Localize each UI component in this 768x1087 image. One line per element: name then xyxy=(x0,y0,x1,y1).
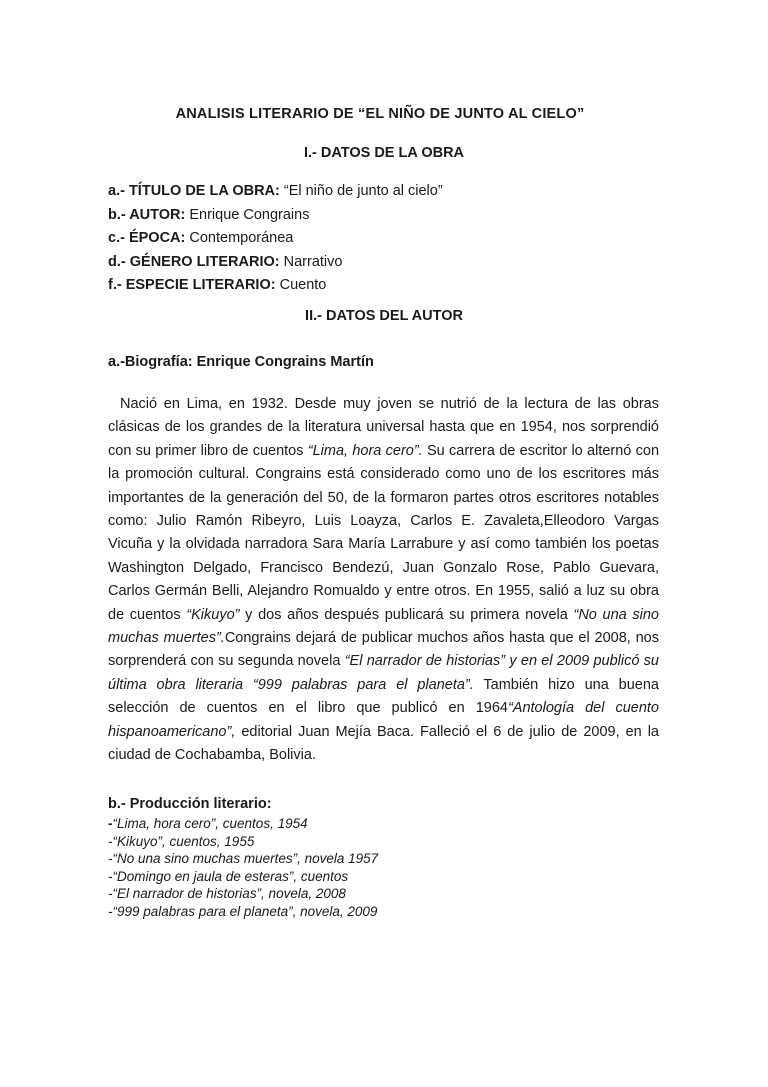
field-autor: b.- AUTOR: Enrique Congrains xyxy=(108,206,310,223)
biography-paragraph: Nació en Lima, en 1932. Desde muy joven se nutrió de la lectura de las obras clásicas de los grandes de la literatura universal hasta que en 1954, nos sorprendió con su primer libro de cuentos “Lima, hora cero”. Su carrera de escritor lo alternó con la promoción cultural. Congrains está considerado como uno de los escritores más importantes de la generación del 50, de la formaron partes otros escritores notables como: Julio Ramón Ribeyro, Luis Loayza, Carlos E. Zavaleta,Elleodoro Vargas Vicuña y la olvidada narradora Sara María Larrabure y así como también los poetas Washington Delgado, Francisco Bendezú, Juan Gonzalo Rose, Pablo Guevara, Carlos Germán Belli, Alejandro Romualdo y entre otros. En 1955, salió a luz su obra de cuentos “Kikuyo” y dos años después publicará su primera novela “No una sino muchas muertes”.Congrains dejará de publicar muchos años hasta que el 2008, nos sorprenderá con su segunda novela “El narrador de historias” y en el 2009 publicó su última obra literaria “999 palabras para el planeta”. También hizo una buena selección de cuentos en el libro que publicó en 1964“Antología del cuento hispanoamericano”, editorial Juan Mejía Baca. Falleció el 6 de julio de 2009, en la ciudad de Cochabamba, Bolivia. xyxy=(108,396,660,764)
list-item: -“Lima, hora cero”, cuentos, 1954 xyxy=(108,816,308,831)
production-heading: b.- Producción literario: xyxy=(108,796,272,812)
list-item: -“No una sino muchas muertes”, novela 1957 xyxy=(108,851,379,867)
list-item: -“Domingo en jaula de esteras”, cuentos xyxy=(108,868,349,884)
list-item: -“Kikuyo”, cuentos, 1955 xyxy=(108,833,255,849)
list-item: -“El narrador de historias”, novela, 2008 xyxy=(108,886,346,902)
field-especie: f.- ESPECIE LITERARIO: Cuento xyxy=(108,277,327,293)
biography-text xyxy=(108,393,659,768)
field-titulo: a.- TÍTULO DE LA OBRA: “El niño de junto al cielo” xyxy=(108,183,443,199)
work-data-list xyxy=(108,180,443,298)
biography-heading: a.-Biografía: Enrique Congrains Martín xyxy=(108,354,374,370)
list-item: -“999 palabras para el planeta”, novela, 2009 xyxy=(108,903,378,919)
section-heading-datos-autor: II.- DATOS DEL AUTOR xyxy=(305,308,463,324)
section-heading-datos-obra: I.- DATOS DE LA OBRA xyxy=(303,145,465,161)
field-genero: d.- GÉNERO LITERARIO: Narrativo xyxy=(108,253,343,270)
document-title: ANALISIS LITERARIO DE “EL NIÑO DE JUNTO AL CIELO” xyxy=(175,106,585,122)
field-epoca: c.- ÉPOCA: Contemporánea xyxy=(108,230,294,246)
production-list xyxy=(108,815,378,921)
